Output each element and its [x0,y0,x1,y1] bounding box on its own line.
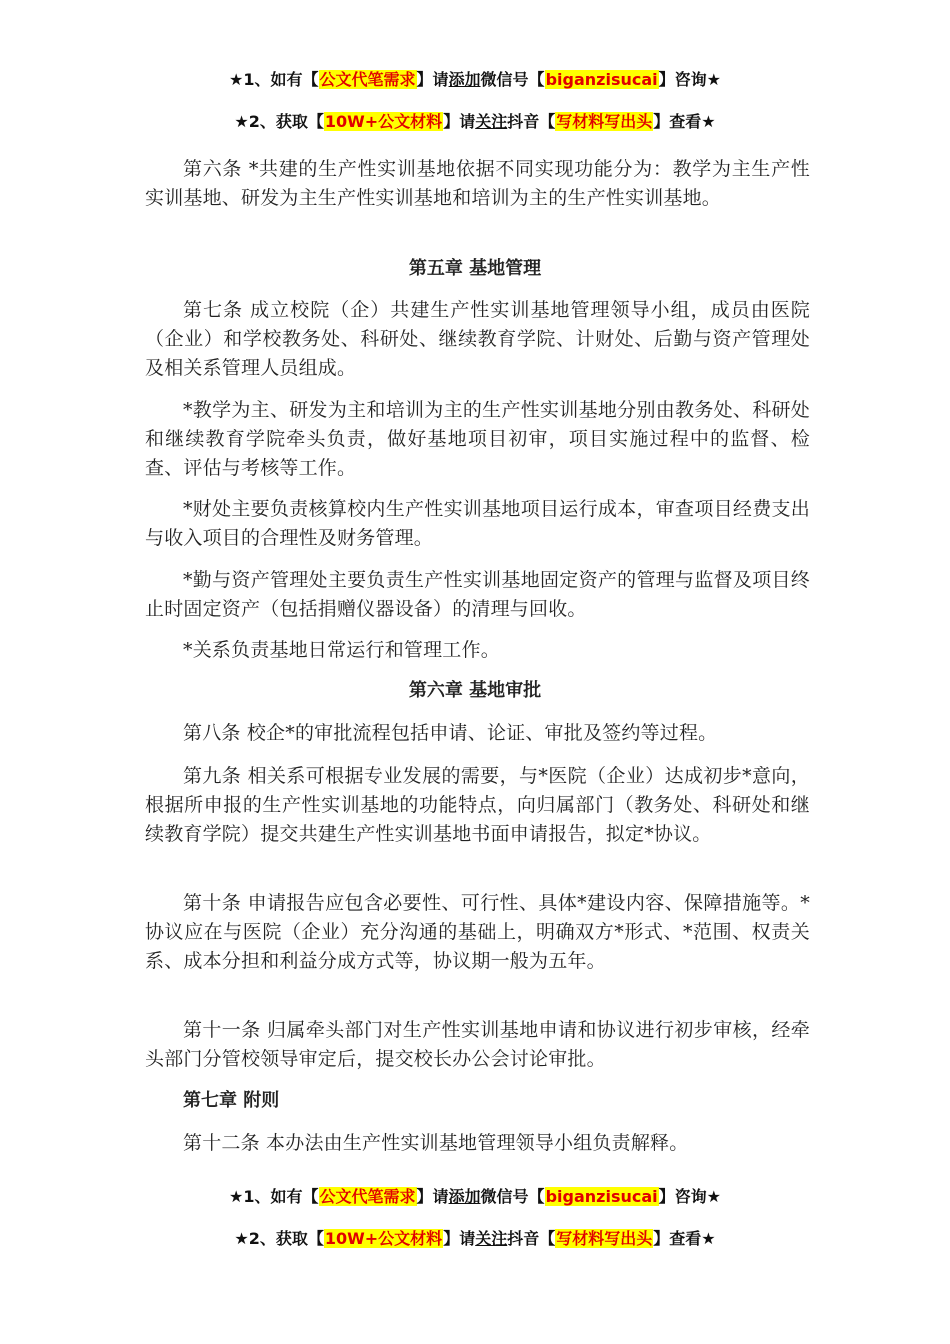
banner-text: 微信号【 [480,1187,545,1206]
promo-banner-line-1 [0,68,950,92]
banner-highlight: 10W+公文材料 [324,1229,443,1248]
article-12: 第十二条 本办法由生产性实训基地管理领导小组负责解释。 [183,1132,689,1154]
banner-text: 】咨询★ [658,70,721,89]
article-7-item-3: *勤与资产管理处主要负责生产性实训基地固定资产的管理与监督及项目终止时固定资产（包括捐赠仪器设备）的清理与回收。 [145,569,810,620]
banner-highlight: 公文代笔需求 [319,70,416,89]
article-7-item-4: *关系负责基地日常运行和管理工作。 [183,639,500,661]
banner-text: 微信号【 [480,70,545,89]
banner-highlight: 写材料写出头 [556,1229,653,1248]
banner-text: ★1、如有【 [229,1187,319,1206]
banner-text: 】咨询★ [658,1187,721,1206]
banner-highlight: 写材料写出头 [556,112,653,131]
article-6: 第六条 *共建的生产性实训基地依据不同实现功能分为：教学为主生产性实训基地、研发为主生产性实训基地和培训为主的生产性实训基地。 [145,158,810,209]
article-7-item-1: *教学为主、研发为主和培训为主的生产性实训基地分别由教务处、科研处和继续教育学院牵头负责，做好基地项目初审，项目实施过程中的监督、检查、评估与考核等工作。 [145,399,810,479]
banner-text: ★2、获取【 [234,1229,324,1248]
banner-highlight: biganzisucai [545,1187,658,1206]
banner-text: 抖音【 [507,1229,556,1248]
banner-text: 】请 [416,70,449,89]
banner-text: 】请 [416,1187,449,1206]
banner-text: 】查看★ [653,1229,716,1248]
promo-banner-line-2 [0,110,950,134]
banner-text: ★2、获取【 [234,112,324,131]
article-11: 第十一条 归属牵头部门对生产性实训基地申请和协议进行初步审核，经牵头部门分管校领导审定后，提交校长办公会讨论审批。 [145,1019,810,1070]
article-7: 第七条 成立校院（企）共建生产性实训基地管理领导小组，成员由医院（企业）和学校教务处、科研处、继续教育学院、计财处、后勤与资产管理处及相关系管理人员组成。 [145,299,810,379]
banner-underline: 关注 [475,1229,508,1248]
article-7-item-2: *财处主要负责核算校内生产性实训基地项目运行成本，审查项目经费支出与收入项目的合理性及财务管理。 [145,498,810,549]
banner-text: 】查看★ [653,112,716,131]
banner-highlight: 10W+公文材料 [324,112,443,131]
article-9: 第九条 相关系可根据专业发展的需要，与*医院（企业）达成初步*意向，根据所申报的生产性实训基地的功能特点，向归属部门（教务处、科研处和继续教育学院）提交共建生产性实训基地书面申请报告，拟定*协议。 [145,765,810,845]
promo-banner-line-1-bottom [0,1185,950,1209]
banner-underline: 关注 [475,112,508,131]
banner-underline: 添加 [448,70,481,89]
promo-banner-line-2-bottom [0,1227,950,1251]
article-8: 第八条 校企*的审批流程包括申请、论证、审批及签约等过程。 [183,722,718,744]
article-10: 第十条 申请报告应包含必要性、可行性、具体*建设内容、保障措施等。*协议应在与医院（企业）充分沟通的基础上，明确双方*形式、*范围、权责关系、成本分担和利益分成方式等，协议期一般为五年。 [145,892,810,972]
banner-text: 】请 [443,112,476,131]
banner-highlight: biganzisucai [545,70,658,89]
banner-underline: 添加 [448,1187,481,1206]
banner-text: 】请 [443,1229,476,1248]
chapter-5-heading: 第五章 基地管理 [408,258,542,279]
banner-text: ★1、如有【 [229,70,319,89]
chapter-6-heading: 第六章 基地审批 [408,680,542,701]
banner-text: 抖音【 [507,112,556,131]
banner-highlight: 公文代笔需求 [319,1187,416,1206]
chapter-7-heading: 第七章 附则 [183,1090,280,1111]
